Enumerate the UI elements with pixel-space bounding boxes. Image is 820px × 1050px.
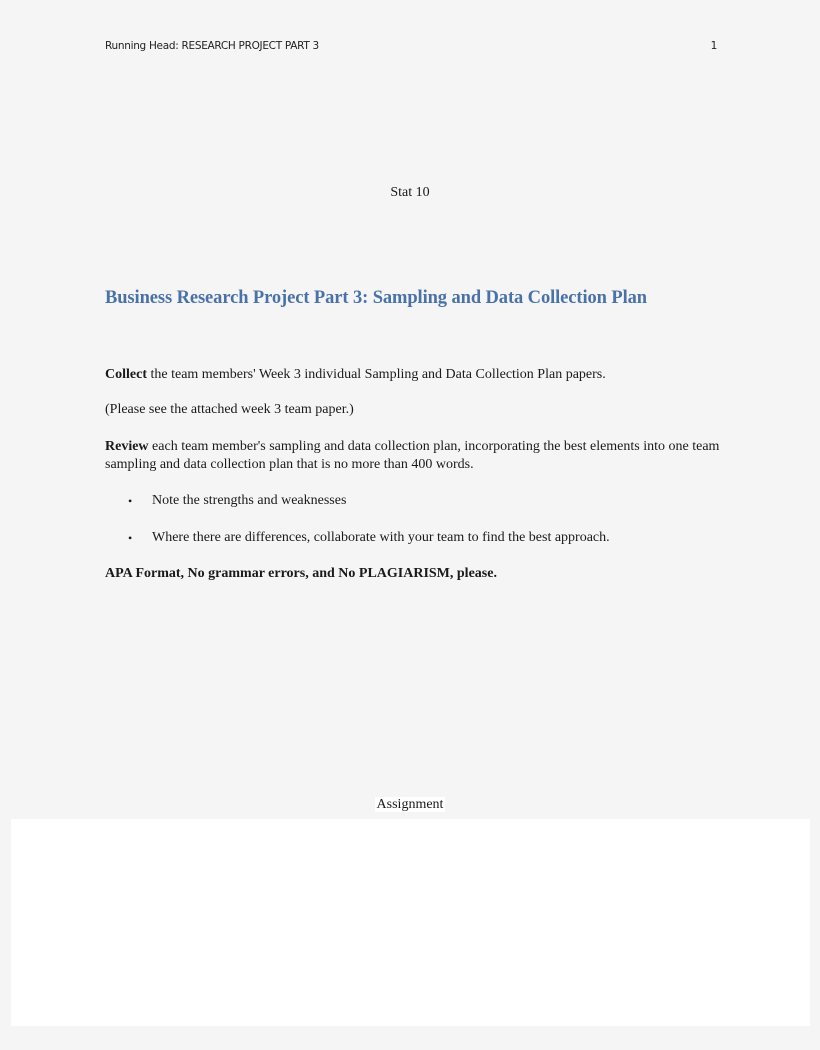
course-name: Stat 10	[390, 185, 430, 200]
footer-label-container	[0, 797, 820, 813]
running-head	[105, 40, 717, 52]
paragraph-note	[105, 401, 725, 419]
paragraph-lead: Collect	[105, 367, 147, 382]
running-head-text: Running Head: RESEARCH PROJECT PART 3	[105, 40, 319, 52]
paragraph-text: each team member's sampling and data collection plan, incorporating the best elements into one team sampling and data collection plan that is no more than 400 words.	[105, 439, 720, 472]
bullet-icon: •	[128, 494, 133, 508]
paragraph-text: (Please see the attached week 3 team paper.)	[105, 402, 354, 417]
footer-label: Assignment	[376, 797, 444, 812]
closing-note: APA Format, No grammar errors, and No PLAGIARISM, please.	[105, 566, 497, 581]
list-item	[128, 529, 610, 547]
paragraph-review	[105, 438, 725, 474]
paragraph-lead: Review	[105, 439, 149, 454]
list-item-text: Note the strengths and weaknesses	[152, 493, 347, 508]
document-title: Business Research Project Part 3: Sampling and Data Collection Plan	[105, 288, 647, 308]
list-item-text: Where there are differences, collaborate with your team to find the best approach.	[152, 530, 610, 545]
list-item	[128, 492, 346, 510]
bullet-icon: •	[128, 531, 133, 545]
paragraph-collect	[105, 366, 725, 384]
paragraph-text: the team members' Week 3 individual Sampling and Data Collection Plan papers.	[146, 367, 606, 382]
page-number: 1	[710, 40, 717, 52]
blank-overlay-panel	[11, 819, 810, 1026]
